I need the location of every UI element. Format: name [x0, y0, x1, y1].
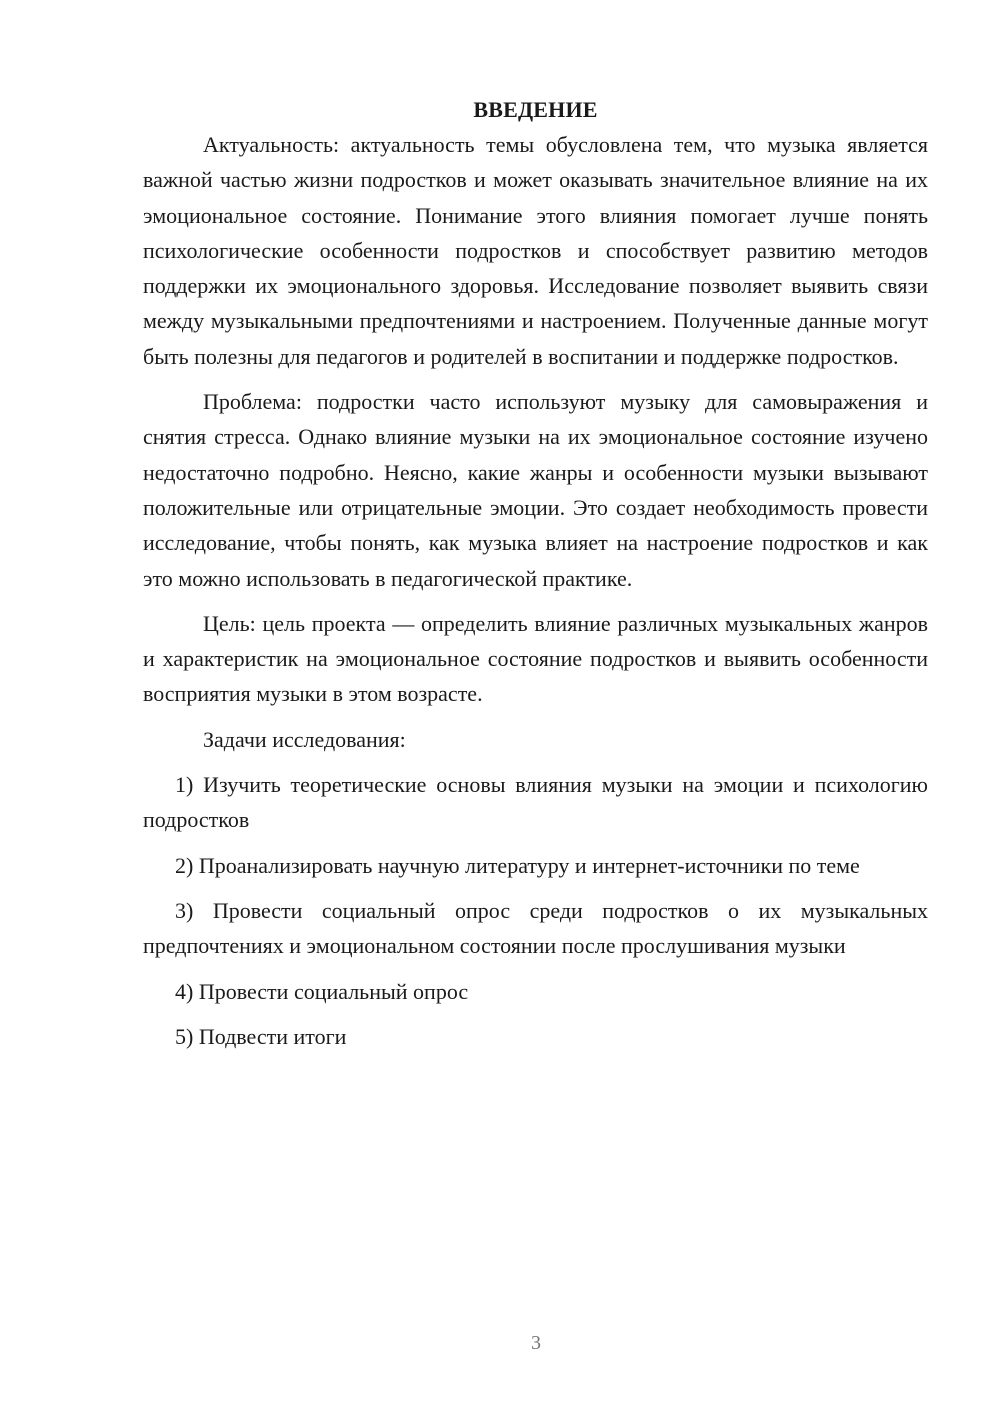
- document-title: ВВЕДЕНИЕ: [473, 97, 598, 122]
- page-number: 3: [531, 1332, 541, 1354]
- goal-paragraph: Цель: цель проекта — определить влияние различных музыкальных жанров и характеристик на эмоциональное состояние подростков и выявить особенности восприятия музыки в этом возрасте.: [143, 610, 928, 707]
- task-item: 5) Подвести итоги: [175, 1023, 347, 1049]
- tasks-list: [143, 767, 928, 1054]
- problem-paragraph: Проблема: подростки часто используют музыку для самовыражения и снятия стресса. Однако влияние музыки на их эмоциональное состояние изучено недостаточно подробно. Неясно, какие жанры и особенности музыки вызывают положительные или отрицательные эмоции. Это создает необходимость провести исследование, чтобы понять, как музыка влияет на настроение подростков и как это можно использовать в педагогической практике.: [143, 389, 928, 591]
- relevance-paragraph: Актуальность: актуальность темы обусловлена тем, что музыка является важной частью жизни подростков и может оказывать значительное влияние на их эмоциональное состояние. Понимание этого влияния помогает лучше понять психологические особенности подростков и способствует развитию методов поддержки их эмоционального здоровья. Исследование позволяет выявить связи между музыкальными предпочтениями и настроением. Полученные данные могут быть полезны для педагогов и родителей в воспитании и поддержке подростков.: [143, 132, 928, 369]
- task-item: 3) Провести социальный опрос среди подростков о их музыкальных предпочтениях и эмоциональном состоянии после прослушивания музыки: [143, 897, 928, 959]
- task-item: 2) Проанализировать научную литературу и интернет-источники по теме: [175, 852, 860, 878]
- tasks-heading: Задачи исследования:: [203, 726, 406, 752]
- document-page: [143, 92, 928, 1064]
- task-item: 4) Провести социальный опрос: [175, 978, 469, 1004]
- task-item: 1) Изучить теоретические основы влияния музыки на эмоции и психологию подростков: [143, 772, 928, 833]
